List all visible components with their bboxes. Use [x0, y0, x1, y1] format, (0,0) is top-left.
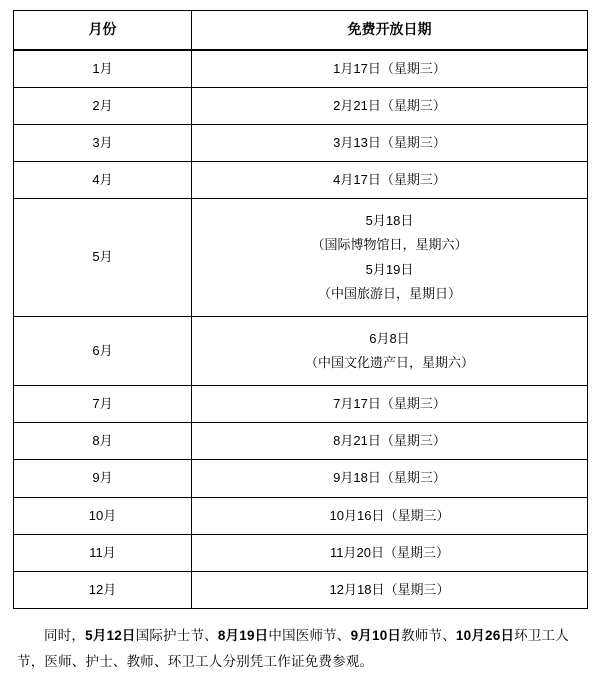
footnote-highlight: 10月26日 — [455, 627, 515, 643]
date-line: 5月18日 — [365, 213, 414, 229]
table-row — [14, 124, 588, 161]
column-header-date: 免费开放日期 — [192, 11, 588, 50]
date-cell — [192, 460, 588, 497]
footnote-segment: 同时， — [44, 627, 86, 643]
month-cell: 3月 — [14, 124, 192, 161]
date-line: 7月17日（星期三） — [333, 396, 446, 412]
table-row — [14, 50, 588, 88]
date-cell — [192, 162, 588, 199]
date-line: 2月21日（星期三） — [333, 97, 446, 113]
table-body — [14, 50, 588, 609]
date-cell — [192, 423, 588, 460]
date-line: 9月18日（星期三） — [333, 470, 446, 486]
footnote-segment: 中国医师节、 — [268, 627, 351, 643]
footnote-highlight: 8月19日 — [217, 627, 269, 643]
table-row — [14, 199, 588, 317]
table-header-row — [14, 11, 588, 50]
footnote-segment: 环卫工人节，医师、护士、教师、环卫工人分别凭工作证免费参观。 — [17, 627, 569, 669]
column-header-month: 月份 — [14, 11, 192, 50]
date-line: 11月20日（星期三） — [330, 544, 449, 560]
date-cell — [192, 497, 588, 534]
date-line: 5月19日 — [365, 261, 414, 277]
table-row — [14, 571, 588, 608]
table-row — [14, 316, 588, 385]
free-open-days-table — [13, 10, 588, 609]
table-row — [14, 87, 588, 124]
month-cell: 7月 — [14, 386, 192, 423]
date-cell — [192, 50, 588, 88]
date-cell — [192, 87, 588, 124]
month-cell: 4月 — [14, 162, 192, 199]
footnote-text — [13, 623, 587, 674]
table-row — [14, 497, 588, 534]
month-cell: 2月 — [14, 87, 192, 124]
footnote-highlight: 9月10日 — [350, 627, 402, 643]
date-line: （国际博物馆日，星期六） — [311, 237, 468, 253]
table-row — [14, 534, 588, 571]
month-cell: 11月 — [14, 534, 192, 571]
date-line: 3月13日（星期三） — [333, 134, 446, 150]
footnote-segment: 教师节、 — [401, 627, 456, 643]
month-cell: 12月 — [14, 571, 192, 608]
date-line: 6月8日 — [369, 330, 410, 346]
table-row — [14, 162, 588, 199]
date-line: 4月17日（星期三） — [333, 172, 446, 188]
month-cell: 8月 — [14, 423, 192, 460]
date-line: 12月18日（星期三） — [329, 581, 450, 597]
date-cell — [192, 571, 588, 608]
date-cell — [192, 534, 588, 571]
footnote-highlight: 5月12日 — [85, 627, 136, 643]
date-line: 8月21日（星期三） — [333, 433, 446, 449]
month-cell: 10月 — [14, 497, 192, 534]
date-line: 10月16日（星期三） — [329, 507, 450, 523]
table-row — [14, 460, 588, 497]
date-line: 1月17日（星期三） — [333, 60, 446, 76]
table-row — [14, 423, 588, 460]
footnote-segment: 国际护士节、 — [135, 627, 218, 643]
date-cell — [192, 316, 588, 385]
month-cell: 1月 — [14, 50, 192, 88]
date-line: （中国旅游日，星期日） — [317, 285, 461, 301]
month-cell: 6月 — [14, 316, 192, 385]
date-cell — [192, 199, 588, 317]
table-header — [14, 11, 588, 50]
date-cell — [192, 386, 588, 423]
table-row — [14, 386, 588, 423]
date-cell — [192, 124, 588, 161]
month-cell: 5月 — [14, 199, 192, 317]
date-line: （中国文化遗产日，星期六） — [304, 354, 474, 370]
month-cell: 9月 — [14, 460, 192, 497]
